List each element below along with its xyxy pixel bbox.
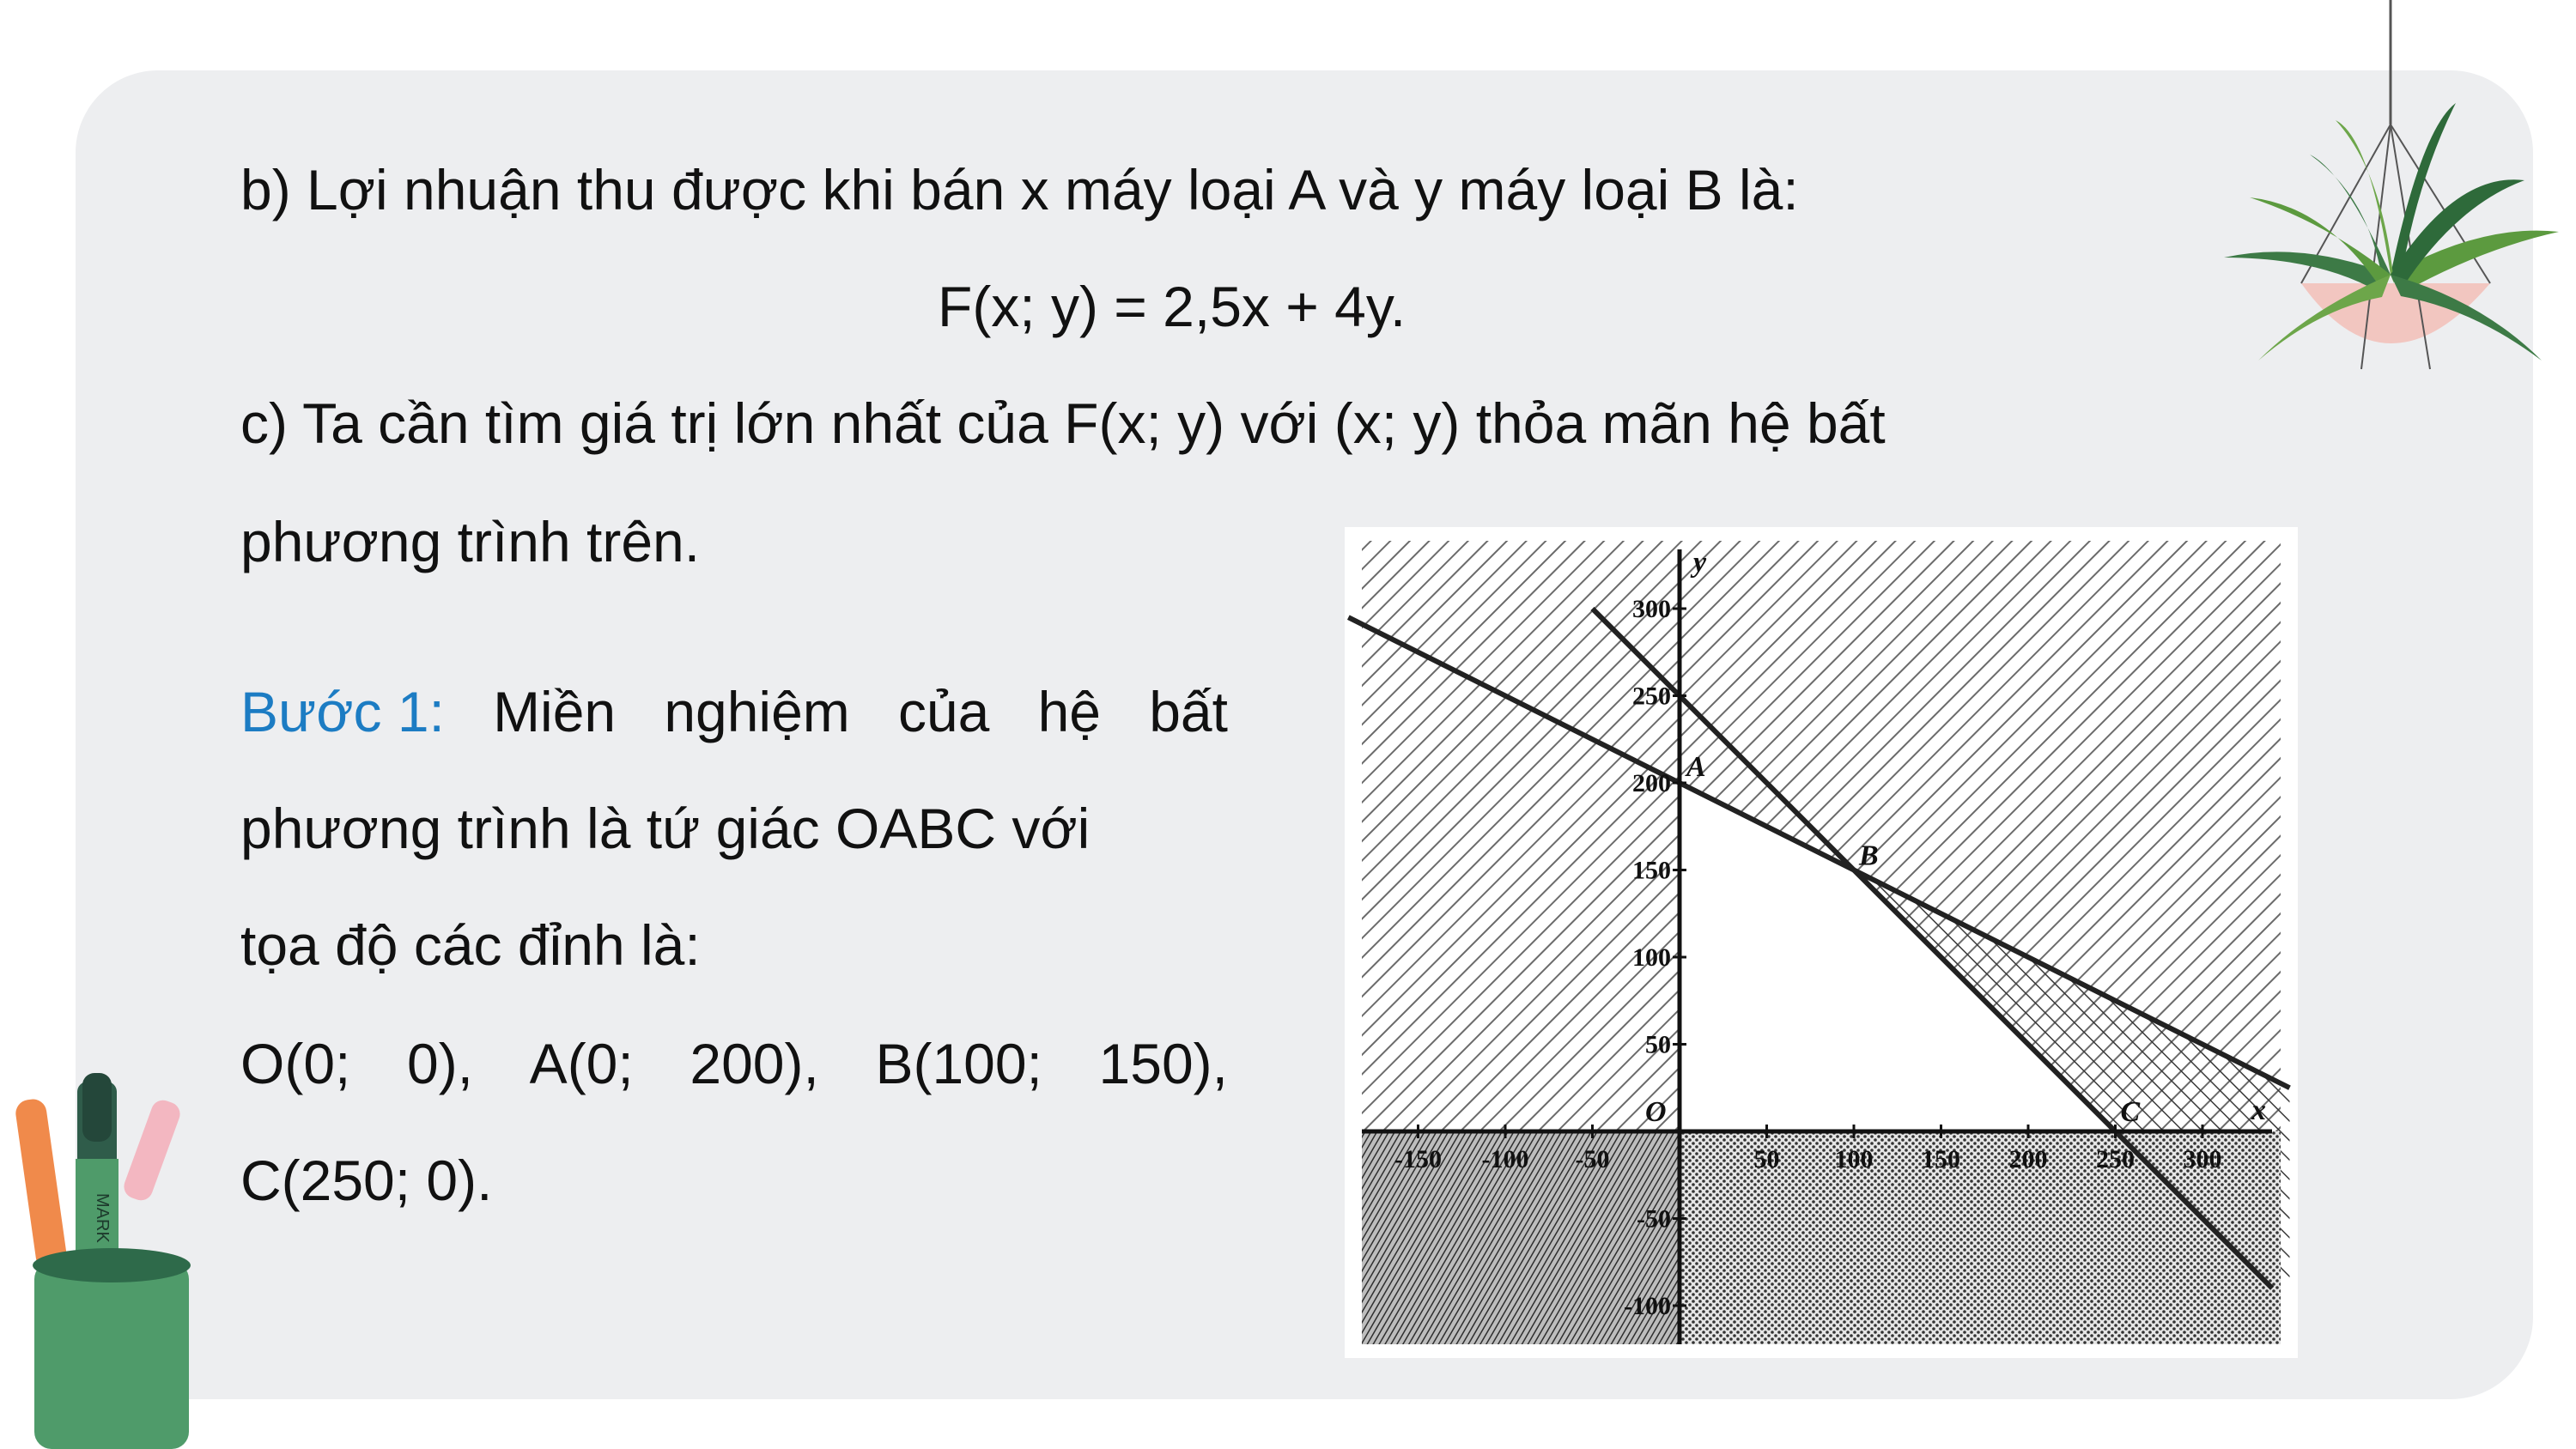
- x-tick-label: 300: [2183, 1145, 2222, 1173]
- vertex-token: 200),: [690, 1032, 819, 1095]
- vertex-token: 0),: [407, 1032, 474, 1095]
- part-b-text: b) Lợi nhuận thu được khi bán x máy loại A và y máy loại B là:: [240, 158, 1799, 221]
- step1-line3: tọa độ các đỉnh là:: [240, 913, 701, 977]
- step1-word: của: [897, 680, 990, 743]
- y-tick-label: 200: [1632, 769, 1671, 797]
- step1-line2: phương trình là tứ giác OABC với: [240, 797, 1091, 860]
- profit-formula: F(x; y) = 2,5x + 4y.: [938, 275, 1406, 338]
- origin-label: O: [1645, 1096, 1667, 1128]
- vertex-token: B(100;: [875, 1032, 1042, 1095]
- point-a-label: A: [1686, 751, 1706, 783]
- vertices-line2: C(250; 0).: [240, 1149, 493, 1212]
- x-tick-label: -50: [1575, 1145, 1610, 1173]
- step1-word: hệ: [1037, 680, 1101, 743]
- vertex-token: 150),: [1098, 1032, 1228, 1095]
- step1-word: bất: [1149, 680, 1228, 743]
- y-tick-label: 50: [1645, 1030, 1671, 1059]
- step1-line1: [240, 678, 1228, 746]
- vertex-token: A(0;: [529, 1032, 634, 1095]
- x-tick-label: 100: [1834, 1145, 1874, 1173]
- y-axis-label: y: [1693, 547, 1707, 579]
- step1-word: Miền: [493, 680, 617, 743]
- x-tick-label: -150: [1394, 1145, 1442, 1173]
- x-tick-label: -100: [1481, 1145, 1529, 1173]
- point-c-label: C: [2120, 1096, 2141, 1128]
- x-tick-label: 250: [2096, 1145, 2135, 1173]
- y-tick-label: 300: [1632, 595, 1671, 623]
- y-tick-label: 100: [1632, 943, 1671, 972]
- part-c-text-line1: c) Ta cần tìm giá trị lớn nhất của F(x; y) với (x; y) thỏa mãn hệ bất: [240, 391, 1886, 455]
- hanging-plant-icon: [2198, 0, 2576, 395]
- step1-label: Bước 1:: [240, 680, 445, 743]
- x-tick-label: 200: [2008, 1145, 2048, 1173]
- y-tick-label: 150: [1632, 856, 1671, 885]
- graph-svg: [1345, 527, 2298, 1358]
- vertices-line1: [240, 1030, 1228, 1098]
- pen-cup-icon: [9, 1064, 223, 1449]
- pen-brand-text: MARK: [93, 1193, 112, 1243]
- y-tick-label: -50: [1637, 1204, 1671, 1234]
- feasible-region-graph: [1345, 527, 2298, 1358]
- vertex-token: O(0;: [240, 1032, 351, 1095]
- step1-word: nghiệm: [664, 680, 850, 743]
- x-tick-label: 50: [1753, 1145, 1780, 1173]
- part-c-text-line2: phương trình trên.: [240, 510, 701, 573]
- y-tick-label: -100: [1624, 1292, 1671, 1320]
- x-axis-label: x: [2251, 1094, 2266, 1126]
- point-b-label: B: [1859, 840, 1879, 872]
- y-tick-label: 250: [1632, 682, 1671, 711]
- x-tick-label: 150: [1922, 1145, 1960, 1173]
